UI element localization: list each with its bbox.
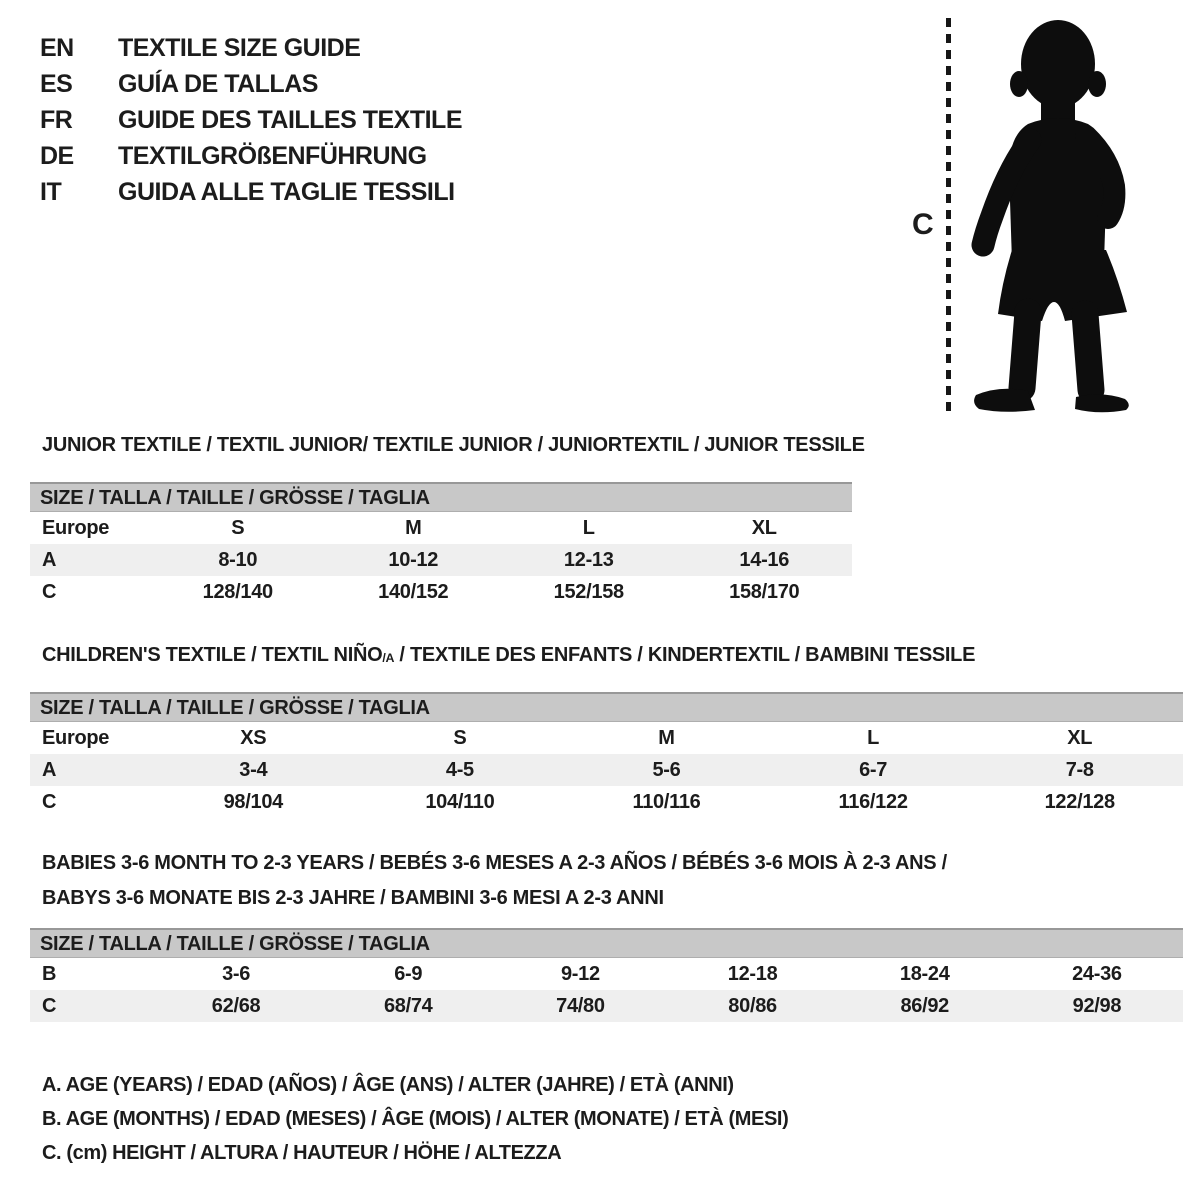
row-label: C bbox=[42, 580, 57, 603]
table-cell: 8-10 bbox=[218, 548, 258, 571]
lang-title: TEXTILE SIZE GUIDE bbox=[118, 33, 361, 62]
table-row bbox=[30, 754, 1183, 786]
table-cell: 6-7 bbox=[859, 758, 888, 781]
table-row bbox=[30, 958, 1183, 990]
table-cell: 68/74 bbox=[383, 994, 433, 1017]
table-cell: 110/116 bbox=[632, 790, 701, 813]
lang-row-de bbox=[40, 138, 462, 174]
table-cell: 92/98 bbox=[1072, 994, 1122, 1017]
lang-code: DE bbox=[40, 141, 74, 170]
lang-title: GUIDE DES TAILLES TEXTILE bbox=[118, 105, 463, 134]
table-cell: 18-24 bbox=[899, 962, 950, 985]
children-title-part2: / TEXTILE DES ENFANTS / KINDERTEXTIL / BAMBINI TESSILE bbox=[394, 644, 976, 666]
table-cell: 116/122 bbox=[838, 790, 908, 813]
junior-section-title: JUNIOR TEXTILE / TEXTIL JUNIOR/ TEXTILE JUNIOR / JUNIORTEXTIL / JUNIOR TESSILE bbox=[42, 434, 865, 456]
table-cell: 62/68 bbox=[211, 994, 261, 1017]
lang-code: ES bbox=[40, 69, 73, 98]
children-title-subscript: /A bbox=[382, 651, 395, 666]
table-cell: 152/158 bbox=[553, 580, 624, 603]
table-cell: 10-12 bbox=[388, 548, 439, 571]
table-cell: 86/92 bbox=[900, 994, 950, 1017]
measurement-legend bbox=[42, 1068, 788, 1170]
table-row bbox=[30, 576, 852, 608]
table-cell: 80/86 bbox=[728, 994, 777, 1017]
table-cell: 98/104 bbox=[223, 790, 283, 813]
table-cell: 12-18 bbox=[727, 962, 778, 985]
lang-row-en bbox=[40, 30, 462, 66]
table-cell: L bbox=[867, 726, 880, 749]
table-row bbox=[30, 512, 852, 544]
size-header-text: SIZE / TALLA / TAILLE / GRÖSSE / TAGLIA bbox=[40, 487, 430, 509]
lang-row-fr bbox=[40, 102, 462, 138]
table-cell: 24-36 bbox=[1072, 962, 1122, 985]
lang-row-it bbox=[40, 174, 462, 210]
row-label: C bbox=[42, 790, 57, 813]
legend-line-c: C. (cm) HEIGHT / ALTURA / HAUTEUR / HÖHE / ALTEZZA bbox=[42, 1142, 562, 1164]
table-row bbox=[30, 786, 1183, 818]
table-cell: 12-13 bbox=[563, 548, 614, 571]
babies-size-table bbox=[30, 928, 1183, 1022]
table-cell: 7-8 bbox=[1065, 758, 1094, 781]
height-measure-label: C bbox=[912, 208, 934, 241]
table-cell: 4-5 bbox=[445, 758, 474, 781]
row-label: B bbox=[42, 962, 57, 985]
table-cell: XL bbox=[1067, 726, 1093, 749]
row-label: C bbox=[42, 994, 57, 1017]
babies-section-title-line2: BABYS 3-6 MONATE BIS 2-3 JAHRE / BAMBINI 3-6 MESI A 2-3 ANNI bbox=[42, 887, 664, 909]
table-cell: 3-6 bbox=[222, 962, 251, 985]
table-cell: 74/80 bbox=[556, 994, 605, 1017]
table-row bbox=[30, 990, 1183, 1022]
table-cell: 158/170 bbox=[729, 580, 800, 603]
lang-code: EN bbox=[40, 33, 74, 62]
legend-line-b: B. AGE (MONTHS) / EDAD (MESES) / ÂGE (MOIS) / ALTER (MONATE) / ETÀ (MESI) bbox=[42, 1108, 789, 1130]
lang-code: IT bbox=[40, 177, 62, 206]
children-title-part1: CHILDREN'S TEXTILE / TEXTIL NIÑO bbox=[42, 644, 383, 666]
table-cell: XL bbox=[751, 516, 777, 539]
junior-size-header-bar bbox=[30, 482, 852, 512]
row-label: A bbox=[42, 548, 57, 571]
table-cell: S bbox=[231, 516, 245, 539]
table-cell: M bbox=[658, 726, 675, 749]
table-row bbox=[30, 544, 852, 576]
children-size-header-bar bbox=[30, 692, 1183, 722]
row-label: Europe bbox=[42, 726, 110, 749]
lang-row-es bbox=[40, 66, 462, 102]
table-cell: L bbox=[582, 516, 595, 539]
legend-line-a: A. AGE (YEARS) / EDAD (AÑOS) / ÂGE (ANS) / ALTER (JAHRE) / ETÀ (ANNI) bbox=[42, 1074, 734, 1096]
size-header-text: SIZE / TALLA / TAILLE / GRÖSSE / TAGLIA bbox=[40, 933, 430, 955]
junior-size-table bbox=[30, 482, 852, 608]
table-cell: 104/110 bbox=[425, 790, 495, 813]
lang-title: GUIDA ALLE TAGLIE TESSILI bbox=[118, 177, 455, 206]
lang-title: TEXTILGRÖßENFÜHRUNG bbox=[118, 141, 427, 170]
table-cell: M bbox=[405, 516, 422, 539]
table-cell: 6-9 bbox=[394, 962, 423, 985]
table-cell: S bbox=[453, 726, 467, 749]
toddler-silhouette-icon bbox=[968, 18, 1133, 413]
language-title-list bbox=[40, 30, 462, 210]
table-row bbox=[30, 722, 1183, 754]
table-cell: 122/128 bbox=[1044, 790, 1115, 813]
size-header-text: SIZE / TALLA / TAILLE / GRÖSSE / TAGLIA bbox=[40, 697, 430, 719]
table-cell: XS bbox=[240, 726, 267, 749]
table-cell: 5-6 bbox=[652, 758, 681, 781]
height-measure-dashed-line bbox=[946, 18, 951, 416]
table-cell: 9-12 bbox=[560, 962, 600, 985]
lang-code: FR bbox=[40, 105, 73, 134]
table-cell: 140/152 bbox=[378, 580, 449, 603]
row-label: Europe bbox=[42, 516, 110, 539]
babies-size-header-bar bbox=[30, 928, 1183, 958]
children-section-title bbox=[42, 644, 975, 667]
table-cell: 3-4 bbox=[239, 758, 268, 781]
babies-section-title-line1: BABIES 3-6 MONTH TO 2-3 YEARS / BEBÉS 3-6 MESES A 2-3 AÑOS / BÉBÉS 3-6 MOIS À 2-3 ANS / bbox=[42, 852, 947, 874]
table-cell: 128/140 bbox=[202, 580, 273, 603]
children-size-table bbox=[30, 692, 1183, 818]
row-label: A bbox=[42, 758, 57, 781]
table-cell: 14-16 bbox=[739, 548, 790, 571]
lang-title: GUÍA DE TALLAS bbox=[118, 69, 318, 98]
